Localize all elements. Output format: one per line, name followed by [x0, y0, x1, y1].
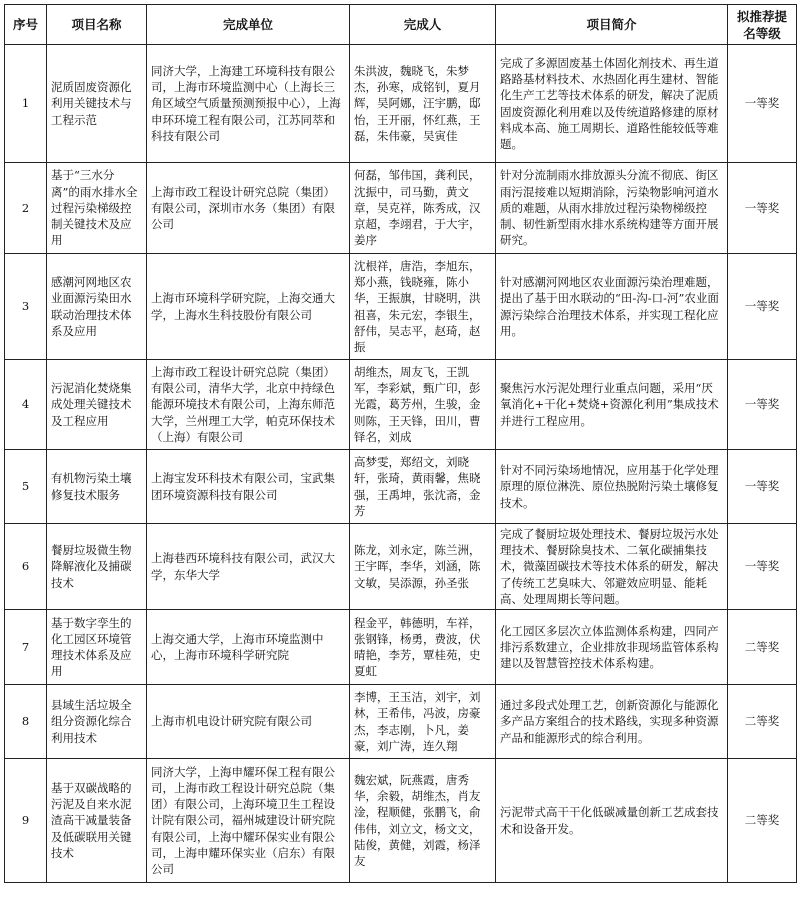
row-name: 基于“三水分离”的雨水排水全过程污染梯级控制关键技术及应用	[47, 163, 147, 254]
row-intro: 针对分流制雨水排放源头分流不彻底、街区雨污混接难以短期消除，污染物影响河道水质的难题，从雨水排放过程污染物梯级控制、韧性新型雨水排水系统构建等方面开展研究。	[496, 163, 728, 254]
table-header-row	[5, 5, 797, 45]
row-intro: 通过多段式处理工艺，创新资源化与能源化多产品方案组合的技术路线，实现多种资源产品和能源形式的综合利用。	[496, 685, 728, 759]
row-intro: 化工园区多层次立体监测体系构建，四同产排污系数建立，企业排放非现场监管体系构建以及智慧管控技术体系构建。	[496, 610, 728, 685]
row-name: 泥质固废资源化利用关键技术与工程示范	[47, 45, 147, 163]
header-name: 项目名称	[47, 5, 147, 45]
table-row	[5, 163, 797, 254]
row-intro: 完成了多源固废基土体固化剂技术、再生道路路基材料技术、水热固化再生建材、智能化生产工艺等技术体系的研发，解决了泥质固废资源化利用难以及传统道路修建的原材料成本高、施工周期长、道路性能较低等难题。	[496, 45, 728, 163]
row-unit: 上海宝发环科技术有限公司，宝武集团环境资源科技有限公司	[147, 450, 350, 524]
row-unit: 上海市政工程设计研究总院（集团）有限公司，清华大学，北京中持绿色能源环境技术有限公司，上海东师范大学，兰州理工大学，帕克环保技术（上海）有限公司	[147, 360, 350, 450]
row-intro: 完成了餐厨垃圾处理技术、餐厨垃圾污水处理技术、餐厨除臭技术、二氧化碳捕集技术，微藻固碳技术等技术体系的研发，解决了传统工艺臭味大、邻避效应明显、能耗高、处理周期长等问题。	[496, 524, 728, 610]
row-people: 胡维杰，周友飞，王凯军，李彩斌，甄广印，彭光霞，葛芳州，生骏，金则陈，王天锋，田川，曹铎名，刘成	[350, 360, 496, 450]
header-people: 完成人	[350, 5, 496, 45]
table-row	[5, 450, 797, 524]
table-row	[5, 524, 797, 610]
row-no: 7	[5, 610, 47, 685]
row-no: 1	[5, 45, 47, 163]
row-name: 感潮河网地区农业面源污染田水联动治理技术体系及应用	[47, 254, 147, 360]
row-name: 污泥消化焚烧集成处理关键技术及工程应用	[47, 360, 147, 450]
table-row	[5, 360, 797, 450]
row-grade: 一等奖	[728, 524, 797, 610]
header-grade: 拟推荐提名等级	[728, 5, 797, 45]
table-row	[5, 759, 797, 883]
table-row	[5, 610, 797, 685]
row-name: 有机物污染土壤修复技术服务	[47, 450, 147, 524]
row-name: 县域生活垃圾全组分资源化综合利用技术	[47, 685, 147, 759]
row-unit: 上海交通大学，上海市环境监测中心，上海市环境科学研究院	[147, 610, 350, 685]
row-intro: 针对不同污染场地情况，应用基于化学处理原理的原位淋洗、原位热脱附污染土壤修复技术。	[496, 450, 728, 524]
header-no: 序号	[5, 5, 47, 45]
row-grade: 二等奖	[728, 685, 797, 759]
row-no: 2	[5, 163, 47, 254]
row-no: 5	[5, 450, 47, 524]
row-grade: 一等奖	[728, 254, 797, 360]
row-grade: 一等奖	[728, 163, 797, 254]
row-grade: 二等奖	[728, 759, 797, 883]
row-name: 基于数字孪生的化工园区环境管理技术体系及应用	[47, 610, 147, 685]
row-people: 陈龙，刘永定，陈兰洲，王宇晖，李华，刘涵，陈文敏，吴添源，孙圣张	[350, 524, 496, 610]
row-people: 何磊，邹伟国，龚利民，沈振中，司马勤，黄文章，吴克祥，陈秀成，汉京超，李翊君，于大宇，姜序	[350, 163, 496, 254]
row-people: 朱洪波，魏晓飞，朱梦杰，孙寒，成铭钊，夏月辉，吴阿娜，汪宇鹏，邸怡，王开丽，怀红燕，王磊，朱伟豪，吴寅佳	[350, 45, 496, 163]
row-intro: 针对感潮河网地区农业面源污染治理难题，提出了基于田水联动的“田-沟-口-河”农业面源污染综合治理技术体系，并实现工程化应用。	[496, 254, 728, 360]
row-intro: 聚焦污水污泥处理行业重点问题，采用“厌氧消化+干化+焚烧+资源化利用”集成技术并进行工程应用。	[496, 360, 728, 450]
row-unit: 上海巷西环境科技有限公司，武汉大学，东华大学	[147, 524, 350, 610]
row-intro: 污泥带式高干干化低碳减量创新工艺成套技术和设备开发。	[496, 759, 728, 883]
row-no: 6	[5, 524, 47, 610]
table-row	[5, 685, 797, 759]
row-people: 魏宏斌，阮燕霞，唐秀华，余毅，胡维杰，肖友淦，程顺健，张鹏飞，俞伟伟，刘立文，杨文文，陆俊，黄健，刘霞，杨泽友	[350, 759, 496, 883]
table-row	[5, 45, 797, 163]
table-row	[5, 254, 797, 360]
row-unit: 同济大学，上海申耀环保工程有限公司，上海市政工程设计研究总院（集团）有限公司，上海环境卫生工程设计院有限公司，福州城建设计研究院有限公司，上海中耀环保实业有限公司，上海申耀环保实业（启东）有限公司	[147, 759, 350, 883]
row-unit: 同济大学，上海建工环境科技有限公司，上海市环境监测中心（上海长三角区域空气质量预测预报中心），上海申环环境工程有限公司，江苏同萃和科技有限公司	[147, 45, 350, 163]
row-name: 基于双碳战略的污泥及自来水泥渣高干减量装备及低碳联用关键技术	[47, 759, 147, 883]
row-no: 8	[5, 685, 47, 759]
row-unit: 上海市机电设计研究院有限公司	[147, 685, 350, 759]
header-intro: 项目简介	[496, 5, 728, 45]
row-unit: 上海市环境科学研究院，上海交通大学，上海水生科技股份有限公司	[147, 254, 350, 360]
row-people: 高梦雯，郑绍文，刘晓轩，张琦，黄雨馨，焦晓强，王禹坤，张沈斋，金芳	[350, 450, 496, 524]
row-people: 李博，王玉洁，刘宇，刘林，王希伟，冯波，房豪杰，李志刚，卜凡，姜豪，刘广涛，连久翔	[350, 685, 496, 759]
row-no: 3	[5, 254, 47, 360]
row-people: 沈根祥，唐浩，李旭东，郑小燕，钱晓雍，陈小华，王振旗，甘晓明，洪祖喜，朱元宏，李银生，舒伟，吴志平，赵琦，赵振	[350, 254, 496, 360]
row-grade: 一等奖	[728, 360, 797, 450]
header-unit: 完成单位	[147, 5, 350, 45]
row-people: 程金平，韩德明，车祥，张钢锋，杨勇，费波，伏晴艳，李芳，覃桂苑，史夏虹	[350, 610, 496, 685]
row-grade: 二等奖	[728, 610, 797, 685]
row-no: 4	[5, 360, 47, 450]
row-grade: 一等奖	[728, 450, 797, 524]
row-name: 餐厨垃圾微生物降解液化及捕碳技术	[47, 524, 147, 610]
row-grade: 一等奖	[728, 45, 797, 163]
row-no: 9	[5, 759, 47, 883]
awards-table	[4, 4, 797, 883]
row-unit: 上海市政工程设计研究总院（集团）有限公司，深圳市水务（集团）有限公司	[147, 163, 350, 254]
